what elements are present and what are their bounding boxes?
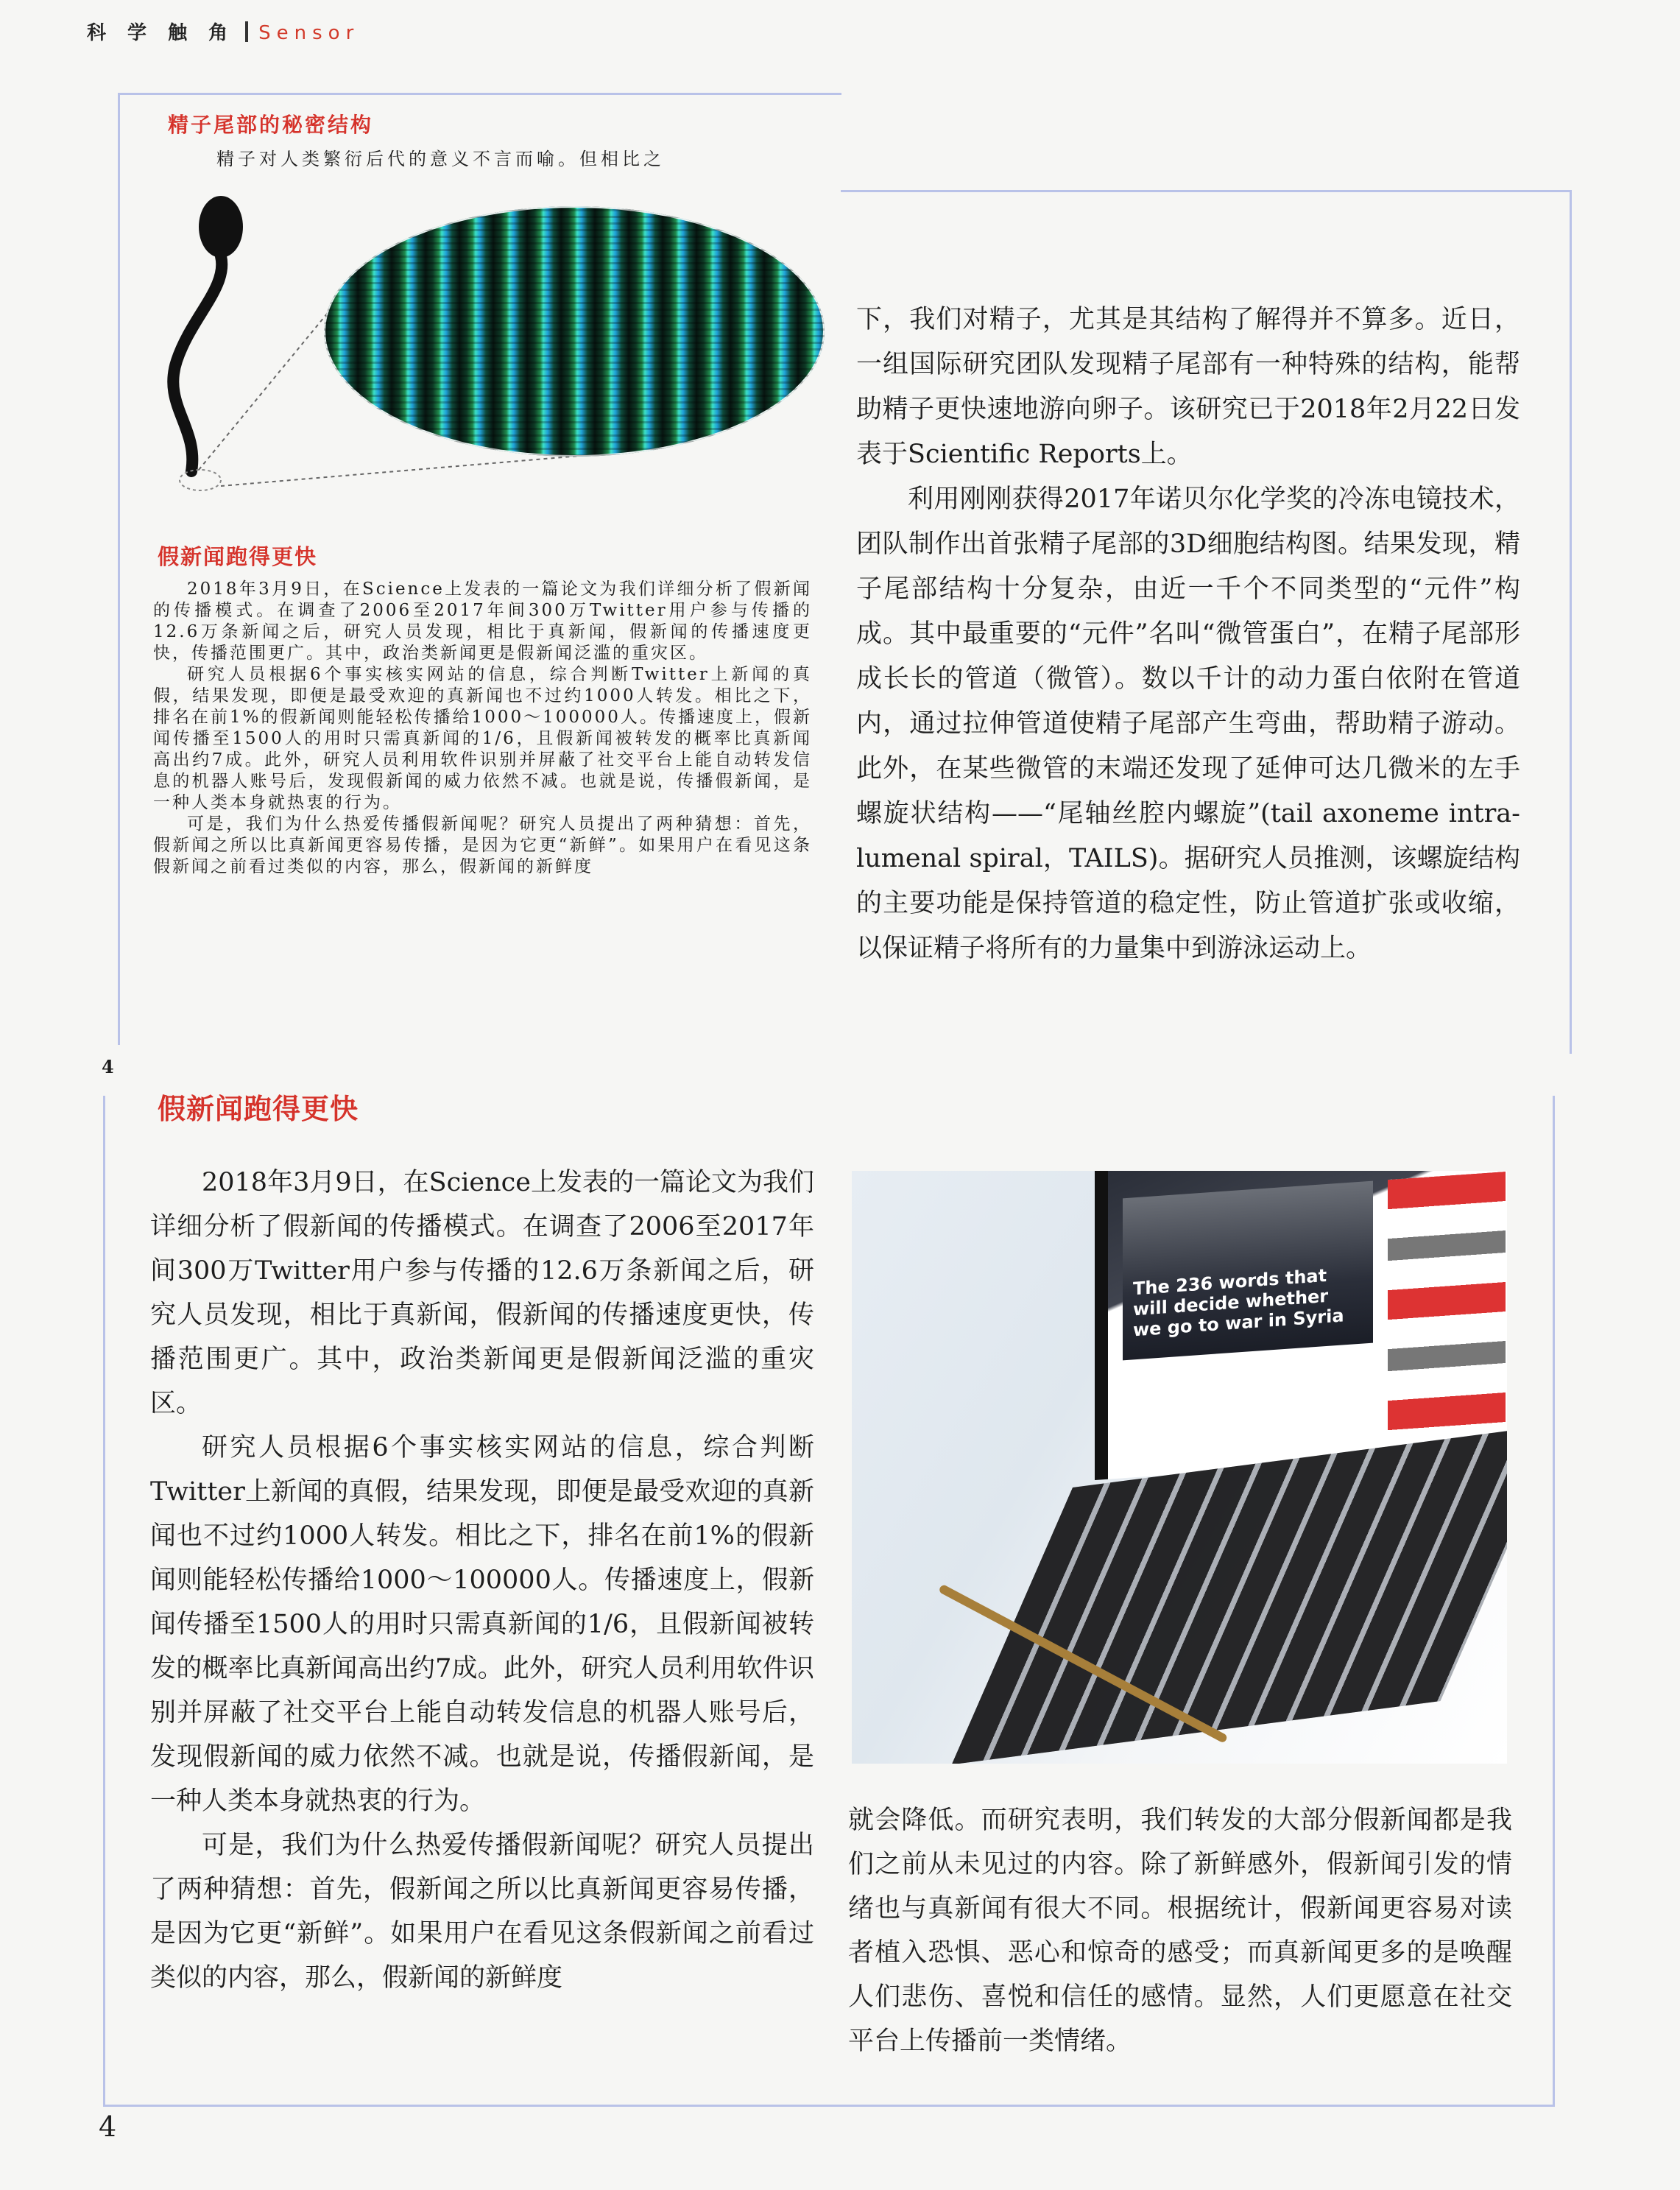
- laptop-screen: [1095, 1171, 1507, 1480]
- section-name: 科 学 触 角: [87, 22, 236, 44]
- zoom-line-bottom: [221, 455, 589, 486]
- page-number: 4: [99, 2110, 117, 2143]
- main-paragraph-2: 研究人员根据6个事实核实网站的信息，综合判断Twitter上新闻的真假，结果发现，即便是最受欢迎的真新闻也不过约1000人转发。相比之下，排名在前1%的假新闻则能轻松传播给1000～100000人。传播速度上，假新闻传播至1500人的用时只需真新闻的1/6，且假新闻被转发的概率比真新闻高出约7成。此外，研究人员利用软件识别并屏蔽了社交平台上能自动转发信息的机器人账号后，发现假新闻的威力依然不减。也就是说，传播假新闻，是一种人类本身就热衷的行为。: [150, 1433, 814, 1816]
- running-header: [87, 18, 359, 45]
- main-paragraph-continuation: 就会降低。而研究表明，我们转发的大部分假新闻都是我们之前从未见过的内容。除了新鲜感外，假新闻引发的情绪也与真新闻有很大不同。根据统计，假新闻更容易对读者植入恐惧、恶心和惊奇的感受；而真新闻更多的是唤醒人们悲伤、喜悦和信任的感情。显然，人们更愿意在社交平台上传播前一类情绪。: [848, 1806, 1512, 2056]
- small-article-title: 假新闻跑得更快: [158, 544, 318, 569]
- sperm-tail: [173, 256, 222, 471]
- sperm-paragraph-1: 下，我们对精子，尤其是其结构了解得并不算多。近日，一组国际研究团队发现精子尾部有一种特殊的结构，能帮助精子更快速地游向卵子。该研究已于2018年2月22日发表于Scientific Reports上。: [856, 305, 1520, 469]
- laptop-photo: [852, 1171, 1507, 1764]
- brand-name: Sensor: [258, 22, 360, 44]
- small-paragraph-1: 2018年3月9日，在Science上发表的一篇论文为我们详细分析了假新闻的传播模式。在调查了2006至2017年间300万Twitter用户参与传播的12.6万条新闻之后，研究人员发现，相比于真新闻，假新闻的传播速度更快，传播范围更广。其中，政治类新闻更是假新闻泛滥的重灾区。: [153, 580, 812, 663]
- sperm-article-body: [856, 297, 1520, 971]
- main-article-continuation: [848, 1798, 1512, 2063]
- small-paragraph-3: 可是，我们为什么热爱传播假新闻呢？研究人员提出了两种猜想：首先，假新闻之所以比真新闻更容易传播，是因为它更“新鲜”。如果用户在看见这条假新闻之前看过类似的内容，那么，假新闻的新鲜度: [153, 814, 812, 876]
- main-article-title: 假新闻跑得更快: [158, 1093, 359, 1125]
- news-sidebar: [1388, 1172, 1506, 1445]
- news-headline: The 236 words that will decide whether we go to war in Syria: [1133, 1264, 1344, 1341]
- main-article-left-column: [150, 1161, 814, 2000]
- sperm-box-title: 精子尾部的秘密结构: [168, 113, 374, 137]
- inset-page-number: 4: [102, 1056, 114, 1077]
- sperm-paragraph-2: 利用刚刚获得2017年诺贝尔化学奖的冷冻电镜技术，团队制作出首张精子尾部的3D细胞结构图。结果发现，精子尾部结构十分复杂，由近一千个不同类型的“元件”构成。其中最重要的“元件”名叫“微管蛋白”，在精子尾部形成长长的管道（微管）。数以千计的动力蛋白依附在管道内，通过拉伸管道使精子尾部产生弯曲，帮助精子游动。此外，在某些微管的末端还发现了延伸可达几微米的左手螺旋状结构——“尾轴丝腔内螺旋”(tail axoneme intra-lumenal spiral，TAILS)。据研究人员推测，该螺旋结构的主要功能是保持管道的稳定性，防止管道扩张或收缩，以保证精子将所有的力量集中到游泳运动上。: [856, 485, 1520, 963]
- laptop-keyboard: [952, 1424, 1507, 1764]
- sperm-box-intro: 精子对人类繁衍后代的意义不言而喻。但相比之: [216, 149, 665, 169]
- small-paragraph-2: 研究人员根据6个事实核实网站的信息，综合判断Twitter上新闻的真假，结果发现，即便是最受欢迎的真新闻也不过约1000人转发。相比之下，排名在前1%的假新闻则能轻松传播给1000～100000人。传播速度上，假新闻传播至1500人的用时只需真新闻的1/6，且假新闻被转发的概率比真新闻高出约7成。此外，研究人员利用软件识别并屏蔽了社交平台上能自动转发信息的机器人账号后，发现假新闻的威力依然不减。也就是说，传播假新闻，是一种人类本身就热衷的行为。: [153, 665, 812, 812]
- zoom-line-top: [199, 313, 328, 470]
- small-article-body: [153, 579, 812, 1031]
- tail-highlight-circle: [180, 470, 221, 490]
- sperm-head: [199, 196, 243, 258]
- main-paragraph-3: 可是，我们为什么热爱传播假新闻呢？研究人员提出了两种猜想：首先，假新闻之所以比真新闻更容易传播，是因为它更“新鲜”。如果用户在看见这条假新闻之前看过类似的内容，那么，假新闻的新鲜度: [150, 1831, 814, 1993]
- header-divider: [245, 21, 248, 42]
- micrograph-ellipse: [324, 206, 825, 457]
- main-paragraph-1: 2018年3月9日，在Science上发表的一篇论文为我们详细分析了假新闻的传播模式。在调查了2006至2017年间300万Twitter用户参与传播的12.6万条新闻之后，研究人员发现，相比于真新闻，假新闻的传播速度更快，传播范围更广。其中，政治类新闻更是假新闻泛滥的重灾区。: [150, 1168, 814, 1418]
